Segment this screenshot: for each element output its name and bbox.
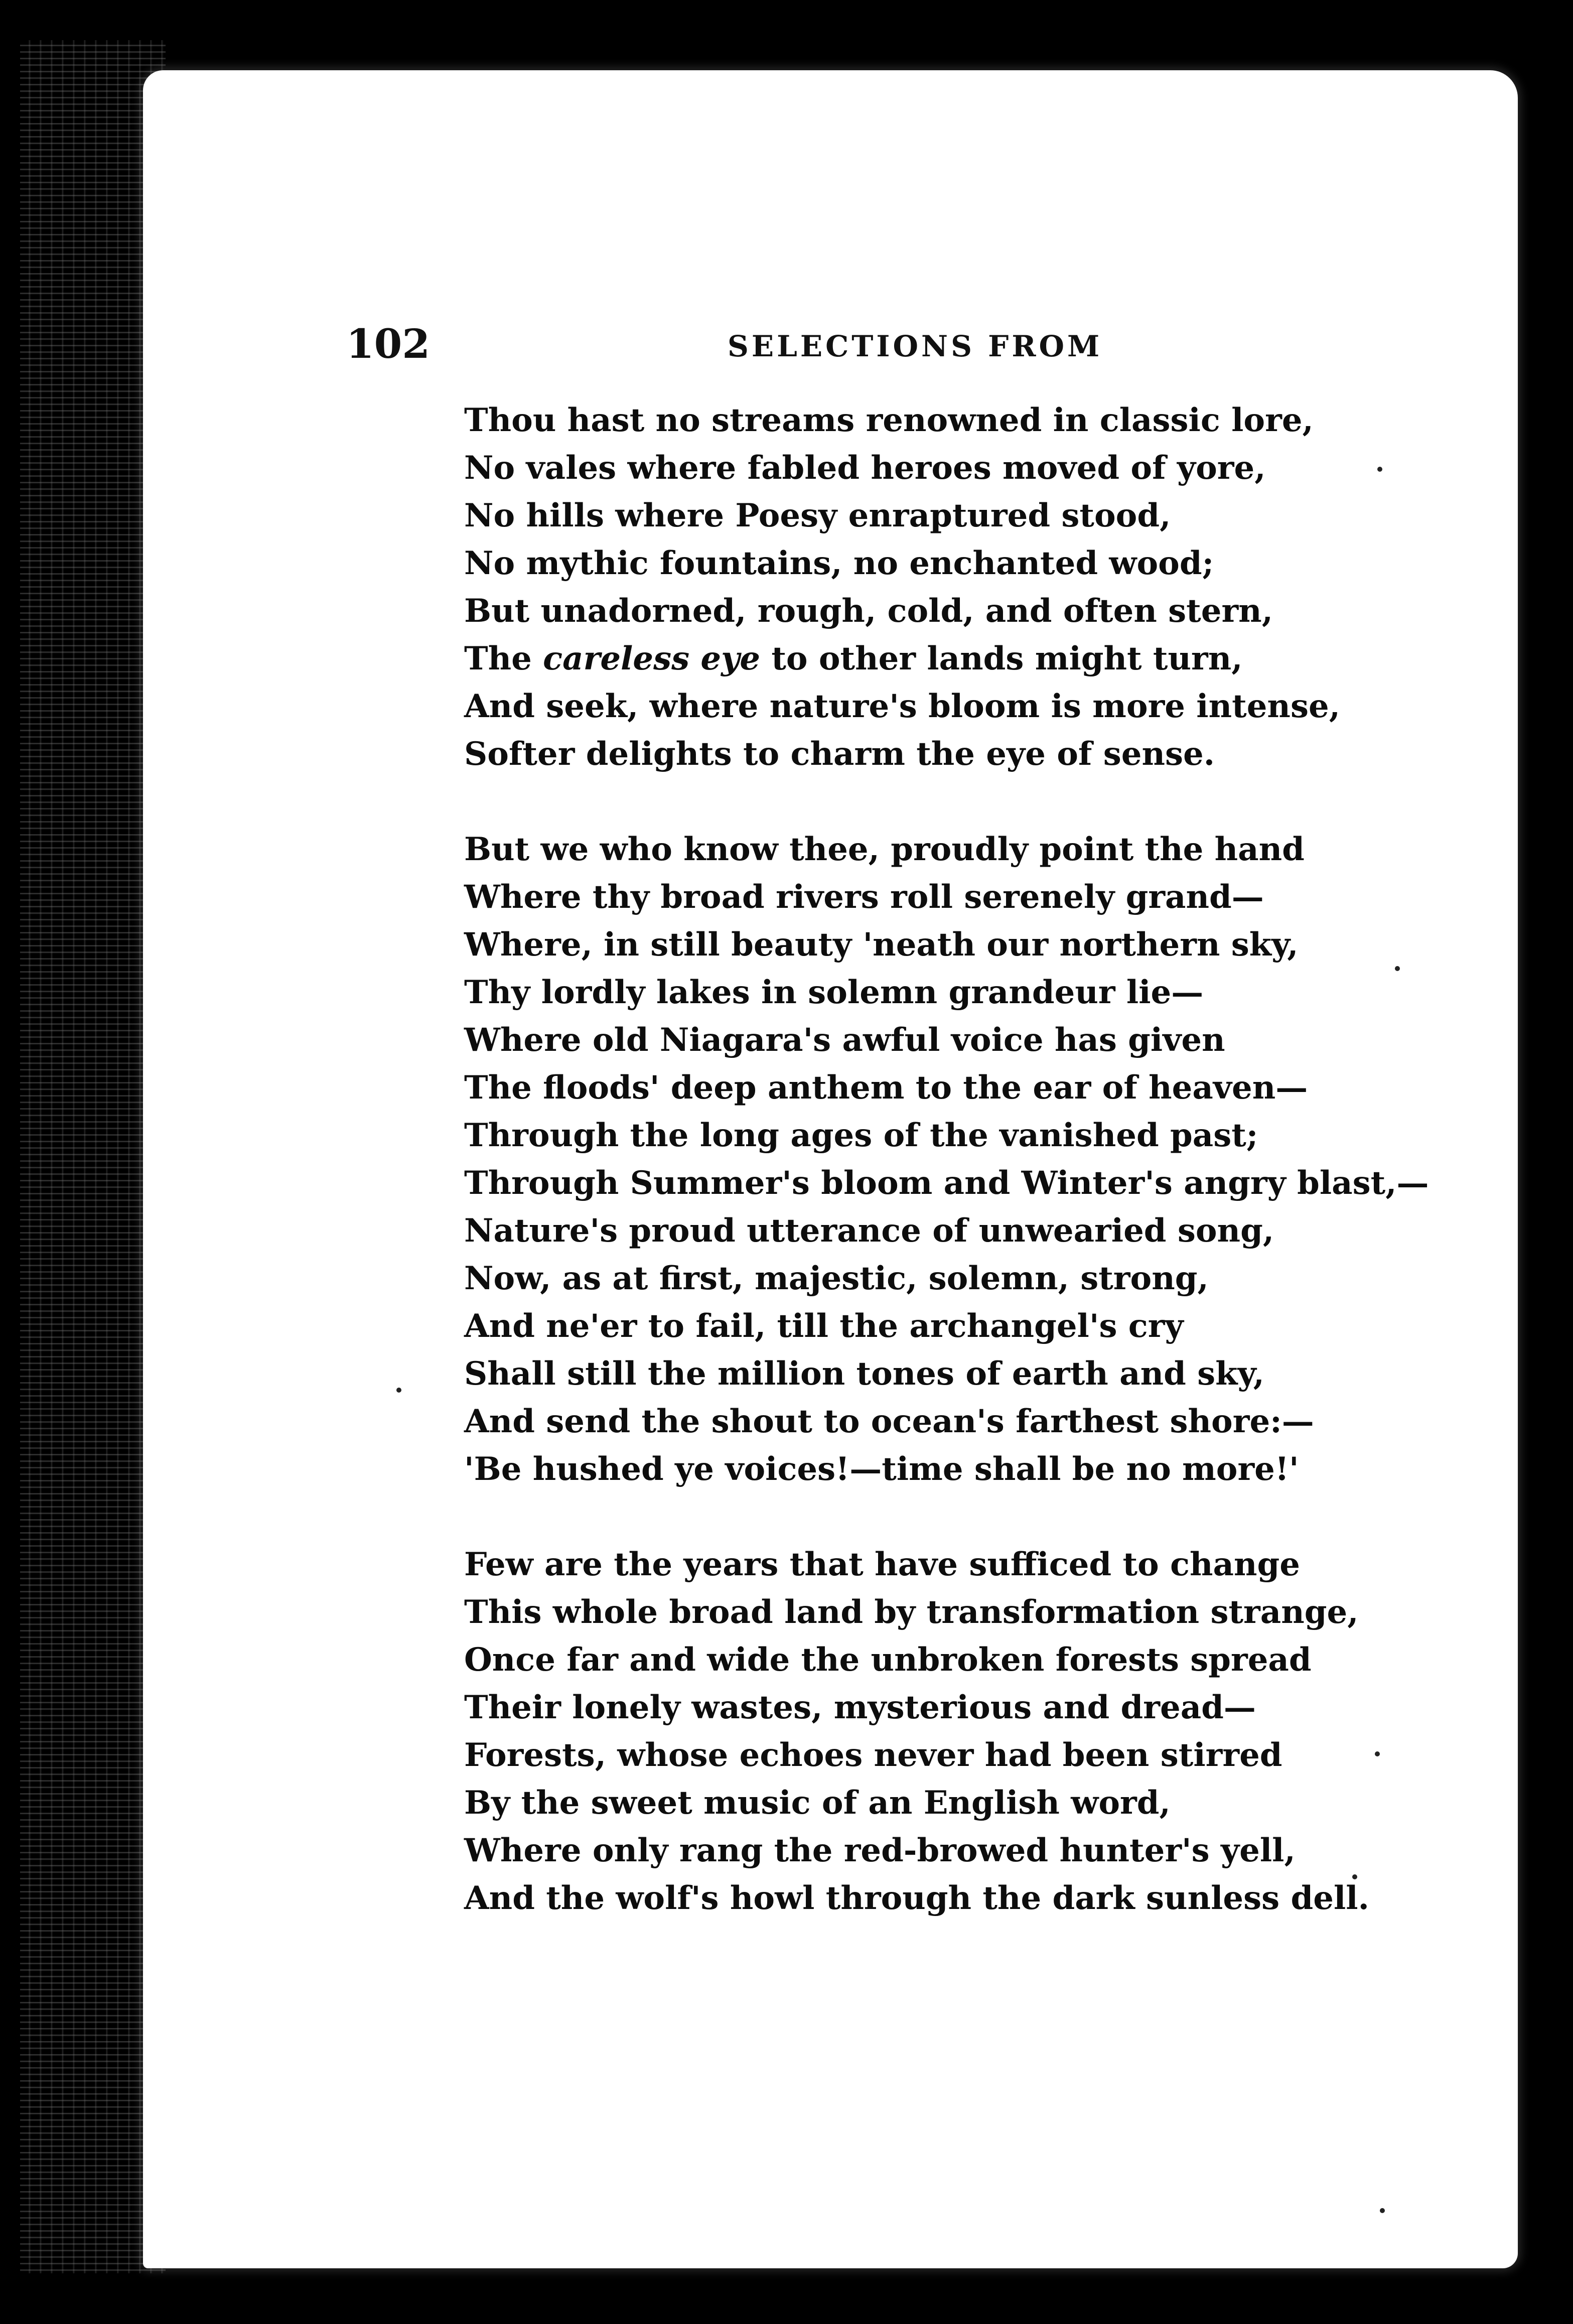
poem-line: Once far and wide the unbroken forests spread bbox=[464, 1641, 1312, 1679]
poem-line: Through the long ages of the vanished past; bbox=[464, 1117, 1258, 1154]
line-text: to other lands might turn, bbox=[760, 640, 1243, 677]
poem-line: Where, in still beauty 'neath our northern sky, bbox=[464, 926, 1299, 964]
poem-line: 'Be hushed ye voices!—time shall be no more!' bbox=[464, 1450, 1299, 1488]
poem-line: And ne'er to fail, till the archangel's cry bbox=[464, 1307, 1184, 1345]
scan-speck bbox=[1395, 966, 1400, 971]
poem-line: Through Summer's bloom and Winter's angry blast,— bbox=[464, 1164, 1429, 1202]
poem-line: And send the shout to ocean's farthest shore:— bbox=[464, 1403, 1314, 1440]
poem-line: Softer delights to charm the eye of sense. bbox=[464, 735, 1215, 773]
poem-line: Few are the years that have sufficed to change bbox=[464, 1546, 1300, 1583]
running-head bbox=[346, 316, 1510, 371]
poem-line: Where only rang the red-browed hunter's yell, bbox=[464, 1832, 1296, 1869]
poem-line: Where old Niagara's awful voice has given bbox=[464, 1021, 1225, 1059]
italic-phrase: careless eye bbox=[543, 640, 761, 677]
line-text: The bbox=[464, 640, 543, 677]
scan-speck bbox=[1375, 1751, 1380, 1756]
scan-speck bbox=[396, 1388, 401, 1393]
stanza-3 bbox=[464, 1541, 1493, 1922]
stanza-1 bbox=[464, 396, 1493, 778]
poem-line: No mythic fountains, no enchanted wood; bbox=[464, 544, 1214, 582]
poem-line: Their lonely wastes, mysterious and dread— bbox=[464, 1689, 1256, 1726]
scan-speck bbox=[1380, 2208, 1385, 2213]
poem-line: Thou hast no streams renowned in classic lore, bbox=[464, 401, 1314, 439]
poem-line: Nature's proud utterance of unwearied song, bbox=[464, 1212, 1274, 1250]
scan-speck bbox=[1377, 467, 1382, 472]
poem-line: Shall still the million tones of earth and sky, bbox=[464, 1355, 1264, 1393]
poem-line: The floods' deep anthem to the ear of heaven— bbox=[464, 1069, 1308, 1107]
scan-speck bbox=[1352, 1874, 1357, 1879]
poem-line: But unadorned, rough, cold, and often stern, bbox=[464, 592, 1273, 630]
poem-line: Forests, whose echoes never had been stirred bbox=[464, 1736, 1282, 1774]
poem-line-italic bbox=[464, 635, 1493, 682]
poem-line: No vales where fabled heroes moved of yore, bbox=[464, 449, 1266, 487]
poem-line: And seek, where nature's bloom is more intense, bbox=[464, 688, 1340, 725]
poem-line: Now, as at first, majestic, solemn, strong, bbox=[464, 1260, 1209, 1297]
stanza-2 bbox=[464, 826, 1493, 1493]
running-title: SELECTIONS FROM bbox=[728, 329, 1103, 363]
poem-line: And the wolf's howl through the dark sunless dell. bbox=[464, 1879, 1369, 1917]
poem-line: By the sweet music of an English word, bbox=[464, 1784, 1171, 1822]
poem-line: Where thy broad rivers roll serenely grand— bbox=[464, 878, 1264, 916]
poem-body bbox=[464, 396, 1493, 1922]
poem-line: But we who know thee, proudly point the hand bbox=[464, 831, 1305, 868]
poem-line: Thy lordly lakes in solemn grandeur lie— bbox=[464, 974, 1204, 1011]
poem-line: This whole broad land by transformation strange, bbox=[464, 1593, 1359, 1631]
poem-line: No hills where Poesy enraptured stood, bbox=[464, 497, 1171, 534]
page-number: 102 bbox=[346, 320, 430, 367]
